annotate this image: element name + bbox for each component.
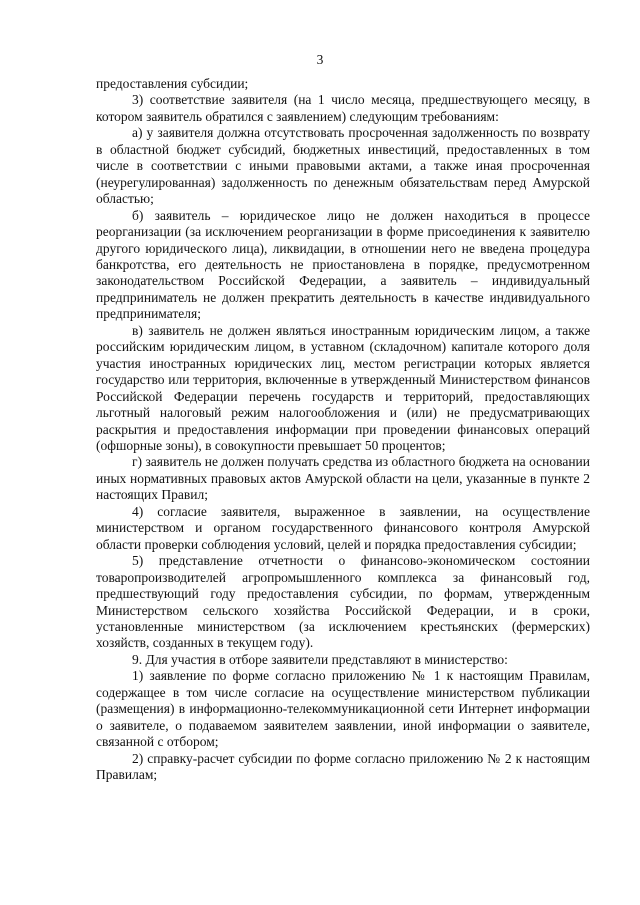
- paragraph: 9. Для участия в отборе заявители представляют в министерство:: [132, 651, 508, 667]
- paragraph: 3) соответствие заявителя (на 1 число месяца, предшествующего месяцу, в котором заявитель обратился с заявлением) следующим требованиям:: [96, 92, 590, 124]
- paragraph: предоставления субсидии;: [96, 76, 249, 91]
- paragraph: г) заявитель не должен получать средства из областного бюджета на основании иных нормативных правовых актов Амурской области на цели, указанные в пункте 2 настоящих Правил;: [96, 454, 590, 503]
- paragraph: б) заявитель – юридическое лицо не должен находиться в процессе реорганизации (за исключением реорганизации в форме присоединения к заявителю другого юридического лица), ликвидации, в отношении него не введена процедура банкротства, его деятельность не приостановлена в порядке, предусмотренном законодательством Российской Федерации, а заявитель – индивидуальный предприниматель не должен прекратить деятельность в качестве индивидуального предпринимателя;: [96, 207, 590, 322]
- paragraph: 1) заявление по форме согласно приложению № 1 к настоящим Правилам, содержащее в том числе согласие на осуществление министерством публикации (размещения) в информационно-телекоммуникационной сети Интернет информации о заявителе, о подаваемом заявителем заявлении, иной информации о заявителе, связанной с отбором;: [96, 668, 590, 750]
- paragraph: 2) справку-расчет субсидии по форме согласно приложению № 2 к настоящим Правилам;: [96, 750, 590, 783]
- paragraph: а) у заявителя должна отсутствовать просроченная задолженность по возврату в областной бюджет субсидий, бюджетных инвестиций, предоставленных в том числе в соответствии с иными правовыми актами, а также иная просроченная (неурегулированная) задолженность по денежным обязательствам перед Амурской областью;: [96, 125, 590, 207]
- document-body: [96, 76, 590, 783]
- paragraph: 5) представление отчетности о финансово-экономическом состоянии товаропроизводителей агропромышленного комплекса за финансовый год, предшествующий году предоставления субсидии, по формам, утвержденным Министерством сельского хозяйства Российской Федерации, и в сроки, установленные министерством (за исключением крестьянских (фермерских) хозяйств, созданных в текущем году).: [96, 553, 590, 651]
- paragraph: 4) согласие заявителя, выраженное в заявлении, на осуществление министерством и органом государственного финансового контроля Амурской области проверки соблюдения условий, целей и порядка предоставления субсидии;: [96, 503, 590, 552]
- page-number: 3: [316, 52, 324, 67]
- paragraph: в) заявитель не должен являться иностранным юридическим лицом, а также российским юридическим лицом, в уставном (складочном) капитале которого доля участия иностранных юридических лиц, местом регистрации которых является государство или территория, включенные в утвержденный Министерством финансов Российской Федерации перечень государств и территорий, предоставляющих льготный налоговый режим налогообложения и (или) не предусматривающих раскрытия и предоставления информации при проведении финансовых операций (офшорные зоны), в совокупности превышает 50 процентов;: [96, 322, 590, 453]
